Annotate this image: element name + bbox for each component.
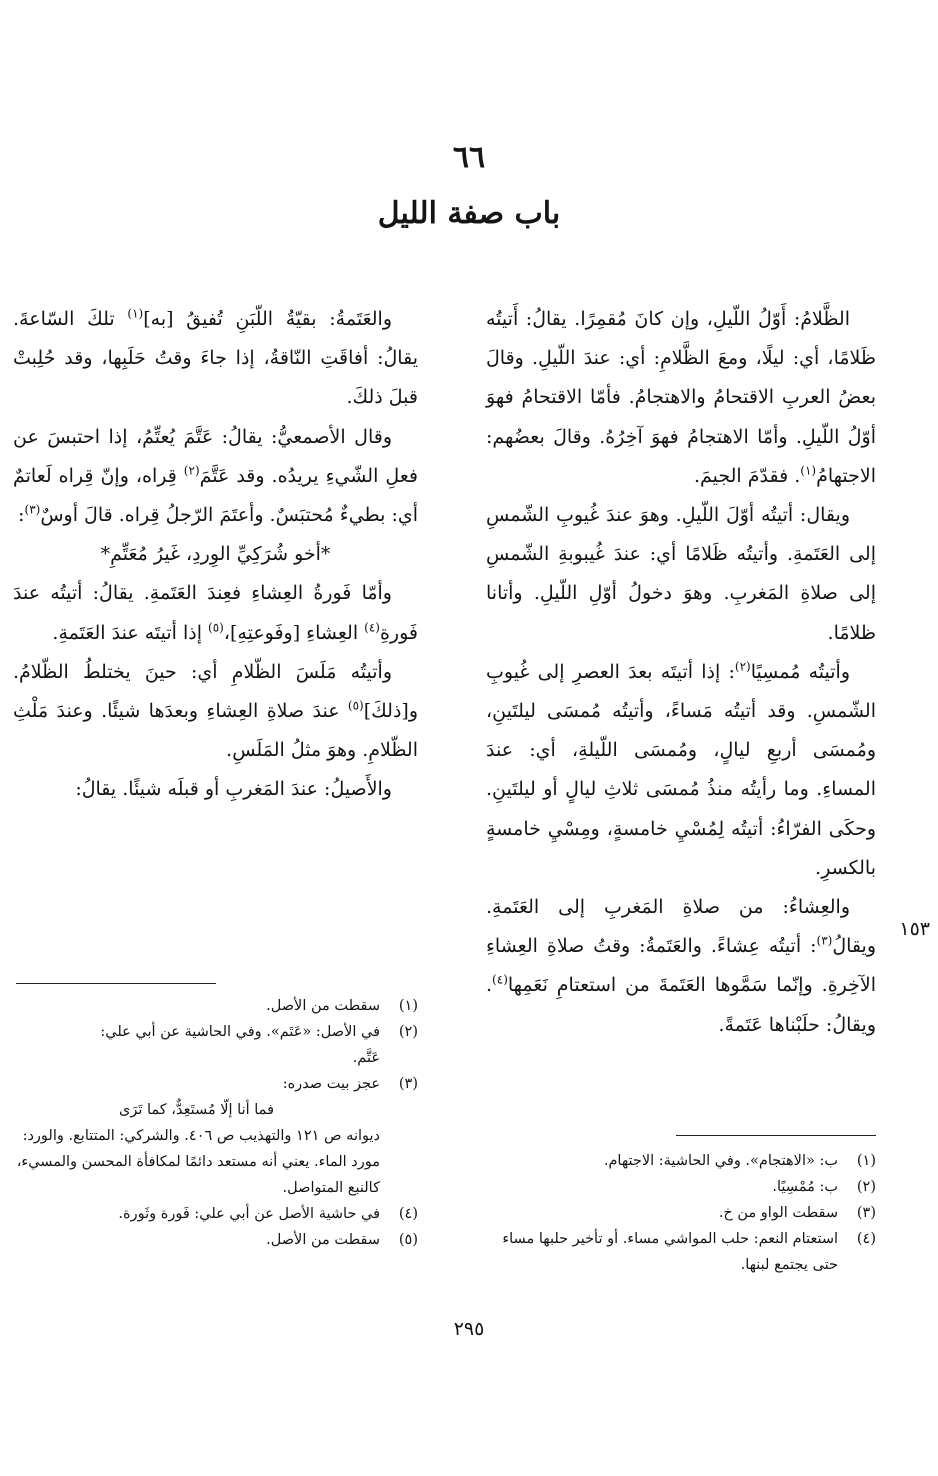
paragraph-text: وأتيتُه مَلَسَ الظّلامِ أي: حينَ يختلطُ الظّلامُ. و[ذلكَ] <box>13 660 418 723</box>
paragraph <box>486 888 876 1045</box>
paragraph-text: والعَتَمةُ: بقيّةُ اللّبَنِ تُفيقُ [به] <box>143 308 392 330</box>
paragraph-text: ويقال: أتيتُه أوّلَ اللّيلِ. وهوَ عندَ غُيوبِ الشّمسِ إلى العَتَمةِ. وأتيتُه ظَلامًا أي: عندَ غُيبوبةِ الشّمسِ إلى صلاةِ المَغربِ. وهوَ دخولُ أوّلِ اللّيلِ. وأتانا ظلامًا. <box>486 504 876 644</box>
poetry-verse: *أخو شُرَكِيِّ الوِردِ، غَيرُ مُعَتِّمِ* <box>100 543 331 566</box>
paragraph <box>13 418 418 536</box>
paragraph-text: إذا أتيتَه عندَ العَتَمةِ. <box>52 621 209 644</box>
footnote-number: (٣) <box>856 1205 876 1221</box>
footnote-number: (٤) <box>398 1206 418 1222</box>
footnote-text: ب: «الاهتجام». وفي الحاشية: الاجتهام. <box>603 1153 838 1169</box>
footnote <box>13 993 418 1019</box>
footnote-divider <box>16 983 216 984</box>
paragraph <box>13 300 418 418</box>
footnotes-left <box>13 993 418 1253</box>
paragraph-text: تلكَ السّاعةَ. يقالُ: أفاقَتِ النّاقةُ، إذا جاءَ وقتُ حَلَبِها، وقد حُلِبتْ قبلَ ذلكَ. <box>13 308 418 409</box>
footnote-ref: (٥) <box>208 620 224 635</box>
footnote <box>486 1226 876 1278</box>
paragraph <box>486 496 876 653</box>
footnote-text: في حاشية الأصل عن أبي علي: فَورة وثَورة. <box>118 1206 380 1222</box>
footnote <box>13 1019 418 1045</box>
footnote-text: ب: مُمْسِيًا. <box>772 1179 838 1195</box>
footnote-number: (٥) <box>398 1232 418 1248</box>
paragraph-text: الظَّلامُ: أَوّلُ اللّيلِ، وإن كانَ مُقمِرًا. يقالُ: أَتيتُه ظَلامًا، أي: ليلًا، ومعَ الظَّلامِ: أي: عندَ اللّيلِ. وقالَ بعضُ العربِ الاقتحامُ والاهتجامُ. فأمّا الاقتحامُ فهوَ أوّلُ اللّيلِ. وأمّا الاهتجامُ فهوَ آخِرُهُ. وقالَ بعضُهم: الاجتهامُ <box>486 308 876 487</box>
footnote-number: (١) <box>856 1153 876 1169</box>
footnote-ref: (٤) <box>492 973 508 988</box>
footnote-ref: (٣) <box>816 933 833 948</box>
footnote-continuation: ديوانه ص ١٢١ والتهذيب ص ٤٠٦. والشركي: المتتابع. والورد: مورد الماء. يعني أنه مستعد دائمًا لمكافأة المحسن والمسيء، كالنبع المتواصل. <box>16 1128 380 1196</box>
paragraph-text: قِراه، وإنّ قِراه لَعاتمٌ أي: بطيءٌ مُحتبَسٌ. وأعتَمَ الرّجلُ قِراه. قالَ أوسٌ <box>13 464 418 527</box>
paragraph-text: : <box>18 504 25 527</box>
right-column <box>486 300 876 1045</box>
paragraph-text: العِشاءِ [وفَوعتِهِ]، <box>223 621 365 644</box>
footnote-ref: (٢) <box>734 659 751 674</box>
footnote-ref: (١) <box>800 463 817 478</box>
paragraph-text: . ويقالُ: حلَبْناها عَتَمةً. <box>486 974 876 1036</box>
left-column <box>13 300 418 810</box>
footnote-ref: (٢) <box>183 463 200 478</box>
paragraph-text: عندَ صلاةِ العِشاءِ وبعدَها شيئًا. وعندَ مَلْثِ الظّلامِ. وهوَ مثلُ المَلَسِ. <box>13 700 418 762</box>
paragraph <box>486 300 876 496</box>
footnote-ref: (٣) <box>24 502 41 517</box>
paragraph <box>13 653 418 771</box>
footnote-number: (٤) <box>856 1231 876 1247</box>
footnote <box>486 1174 876 1200</box>
footnote <box>486 1200 876 1226</box>
footnote-text: سقطت من الأصل. <box>266 1232 380 1248</box>
footnote-verse: فما أنا إلّا مُستَعِدٌّ، كما تَرَى <box>118 1102 274 1118</box>
paragraph-text: وقال الأصمعيُّ: يقالُ: عَتَّمَ يُعتِّمُ، إذا احتبسَ عن فعلِ الشّيءِ يريدُه. وقد عَتَّمَ <box>13 425 418 487</box>
paragraph-text: والأَصيلُ: عندَ المَغربِ أو قبلَه شيئًا. يقالُ: <box>75 778 392 801</box>
footnote <box>13 1227 418 1253</box>
footnote-text: سقطت من الأصل. <box>266 998 380 1014</box>
footnote-ref: (١) <box>127 306 144 321</box>
chapter-title: باب صفة الليل <box>377 196 561 231</box>
paragraph-text: : أتيتُه عِشاءً. والعَتَمةُ: وقتُ صلاةِ العِشاءِ الآخِرةِ. وإنّما سَمَّوها العَتَمةَ من استعتامِ نَعَمِها <box>486 935 876 997</box>
footnote-divider <box>676 1135 876 1136</box>
footnote-text: في الأصل: «عَتَم». وفي الحاشية عن أبي علي: <box>100 1024 380 1040</box>
footnote <box>13 1201 418 1227</box>
paragraph-text: وأتيتُه مُمسِيًا <box>750 660 850 683</box>
paragraph-text: . فقدّمَ الجيمَ. <box>693 464 801 487</box>
footnote-number: (٣) <box>398 1076 418 1092</box>
page-number: ٢٩٥ <box>453 1318 485 1340</box>
paragraph <box>13 770 418 809</box>
paragraph-text: والعِشاءُ: من صلاةِ المَغربِ إلى العَتَمةِ. ويقالُ <box>486 896 876 958</box>
footnotes-right <box>486 1148 876 1278</box>
footnote <box>486 1148 876 1174</box>
footnote-text: استعتام النعم: حلب المواشي مساء. أو تأخير حلبها مساء حتى يجتمع لبنها. <box>502 1231 838 1273</box>
footnote-ref: (٥) <box>347 698 364 713</box>
paragraph-text: : إذا أتيتَه بعدَ العصرِ إلى غُيوبِ الشّمسِ. وقد أتيتُه مَساءً، وأتيتُه مُمسَى ليلتَينِ، ومُمسَى أربعِ ليالٍ، ومُمسَى اللّيلةِ، أي: عندَ المساءِ. وما رأيتُه منذُ مُمسَى ثلاثِ ليالٍ أو ليلتَينِ. وحكَى الفرّاءُ: أتيتُه لِمُسْيِ خامسةٍ، ومِسْيِ خامسةٍ بالكسرِ. <box>486 660 876 879</box>
footnote-text: سقطت الواو من خ. <box>718 1205 838 1221</box>
footnote-text: عجز بيت صدره: <box>282 1076 380 1092</box>
footnote-number: (٢) <box>856 1179 876 1195</box>
footnote-number: (١) <box>398 998 418 1014</box>
chapter-number: ٦٦ <box>452 140 486 175</box>
paragraph <box>13 574 418 652</box>
margin-page-reference: ١٥٣ <box>899 918 930 940</box>
footnote-continuation: عَتَّم. <box>352 1050 380 1066</box>
paragraph-text: وأمّا فَورةُ العِشاءِ فعِندَ العَتَمةِ. يقالُ: أتيتُه عندَ فَورةِ <box>13 582 418 644</box>
footnote-ref: (٤) <box>364 620 380 635</box>
footnote <box>13 1071 418 1097</box>
footnote-number: (٢) <box>398 1024 418 1040</box>
paragraph <box>486 653 876 888</box>
